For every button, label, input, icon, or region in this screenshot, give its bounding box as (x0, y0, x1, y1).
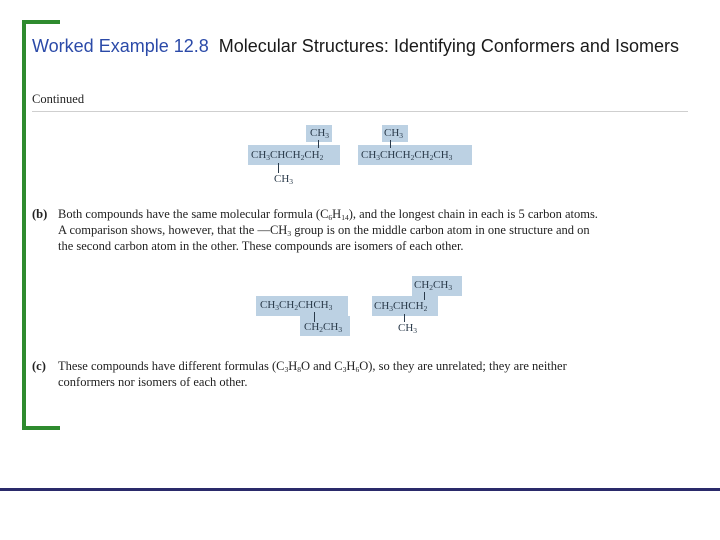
top-group: $CH_2CH_3$ (414, 279, 453, 292)
part-b-line-2: A comparison shows, however, that the $—CH_3$ group is on the middle carbon atom in one structure and on (58, 223, 590, 238)
continued-label: Continued (32, 92, 85, 106)
bond (390, 140, 391, 148)
part-b-line-1: Both compounds have the same molecular formula $(C_6H_{14})$, and the longest chain in each is 5 carbon atoms. (58, 207, 598, 222)
footer-divider (0, 488, 720, 491)
bond (278, 163, 279, 173)
molecule-1 (248, 125, 340, 187)
main-chain: $CH_3CHCH_2CH_2CH_3$ (361, 149, 453, 162)
part-b-tag: (b) (32, 207, 48, 221)
part-c-tag: (c) (32, 359, 46, 373)
part-c-line-1: These compounds have different formulas ($C_3H_8O$ and $C_3H_6O$), so they are unrelated; they are neither (58, 359, 567, 374)
part-c-line-2: conformers nor isomers of each other. (58, 375, 248, 389)
main-chain: $CH_3CHCH_2$ (374, 300, 428, 313)
frame-bracket-bottom (22, 426, 60, 430)
main-chain: $CH_3CH_2CHCH_3$ (260, 299, 333, 312)
molecule-3 (256, 296, 356, 338)
part-c-text (32, 358, 567, 390)
bond (404, 314, 405, 322)
molecule-4 (372, 276, 464, 338)
bottom-group: $CH_3$ (398, 322, 418, 335)
part-b-text (32, 206, 598, 254)
page-title (32, 35, 702, 58)
bottom-group: $CH_2CH_3$ (304, 321, 343, 334)
top-group: $CH_3$ (384, 127, 404, 140)
example-label: Worked Example 12.8 (32, 36, 209, 56)
part-b-line-3: the second carbon atom in the other. These compounds are isomers of each other. (58, 239, 464, 253)
divider (32, 111, 688, 112)
molecule-2 (358, 125, 472, 169)
main-chain: $CH_3CHCH_2CH_2$ (251, 149, 324, 162)
top-group: $CH_3$ (310, 127, 330, 140)
bond (318, 140, 319, 148)
frame-bracket-side (22, 20, 26, 430)
bottom-group: $CH_3$ (274, 173, 294, 186)
bond (424, 292, 425, 300)
frame-bracket-top (22, 20, 60, 24)
example-title: Molecular Structures: Identifying Conformers and Isomers (218, 36, 679, 56)
